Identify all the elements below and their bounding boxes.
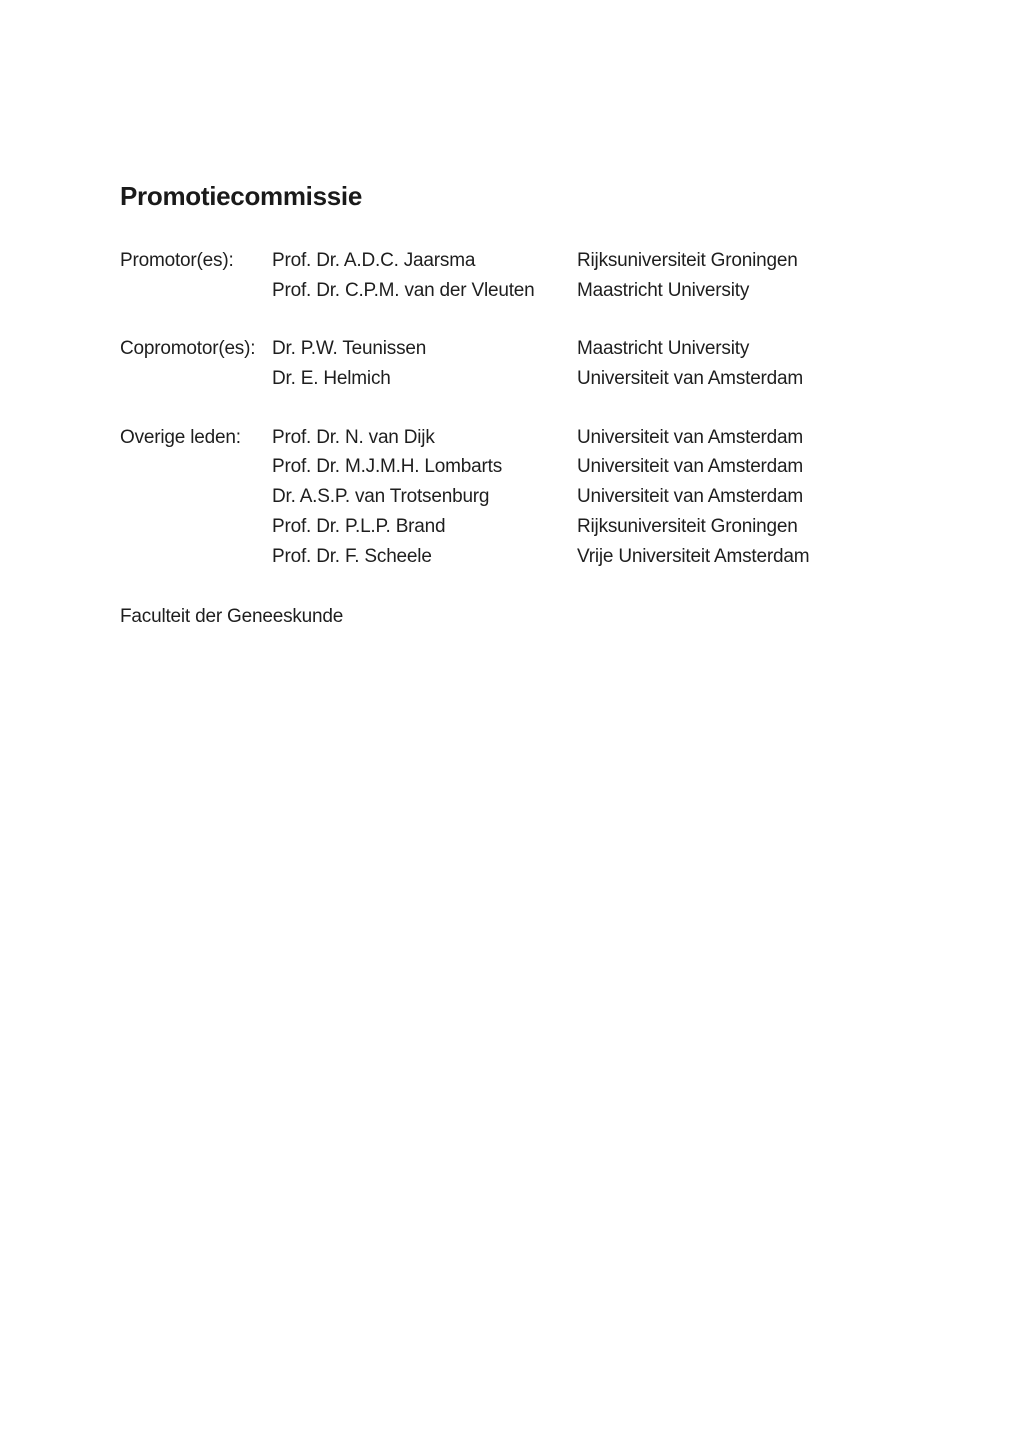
committee-row [120,246,900,276]
member-name: Prof. Dr. A.D.C. Jaarsma [272,250,476,271]
committee-row [120,334,900,364]
member-name: Prof. Dr. M.J.M.H. Lombarts [272,456,503,478]
page-title: Promotiecommissie [120,181,362,211]
committee-group-promotors [120,246,900,305]
committee-row [120,276,900,306]
member-name: Dr. E. Helmich [272,368,391,390]
faculty-name: Faculteit der Geneeskunde [120,606,344,627]
member-affiliation: Rijksuniversiteit Groningen [577,515,798,537]
committee-group-copromotors [120,334,900,393]
role-label: Overige leden: [120,426,241,448]
member-name: Dr. A.S.P. van Trotsenburg [272,486,490,508]
member-affiliation: Maastricht University [577,279,750,301]
member-affiliation: Rijksuniversiteit Groningen [577,250,798,271]
committee-row [120,452,900,482]
committee-row [120,423,900,453]
member-name: Prof. Dr. P.L.P. Brand [272,515,446,537]
role-label: Promotor(es): [120,250,234,271]
member-affiliation: Vrije Universiteit Amsterdam [577,545,810,567]
committee-row [120,512,900,542]
committee-row [120,364,900,394]
role-label: Copromotor(es): [120,338,256,360]
committee-group-other-members [120,423,900,571]
committee-row [120,482,900,512]
committee-list [120,246,900,600]
member-affiliation: Universiteit van Amsterdam [577,368,804,390]
member-affiliation: Universiteit van Amsterdam [577,456,804,478]
member-affiliation: Universiteit van Amsterdam [577,426,804,448]
member-affiliation: Universiteit van Amsterdam [577,486,804,508]
committee-row [120,542,900,572]
member-name: Prof. Dr. C.P.M. van der Vleuten [272,279,535,301]
member-name: Dr. P.W. Teunissen [272,338,427,360]
member-name: Prof. Dr. F. Scheele [272,545,432,567]
member-name: Prof. Dr. N. van Dijk [272,426,435,448]
member-affiliation: Maastricht University [577,338,750,360]
